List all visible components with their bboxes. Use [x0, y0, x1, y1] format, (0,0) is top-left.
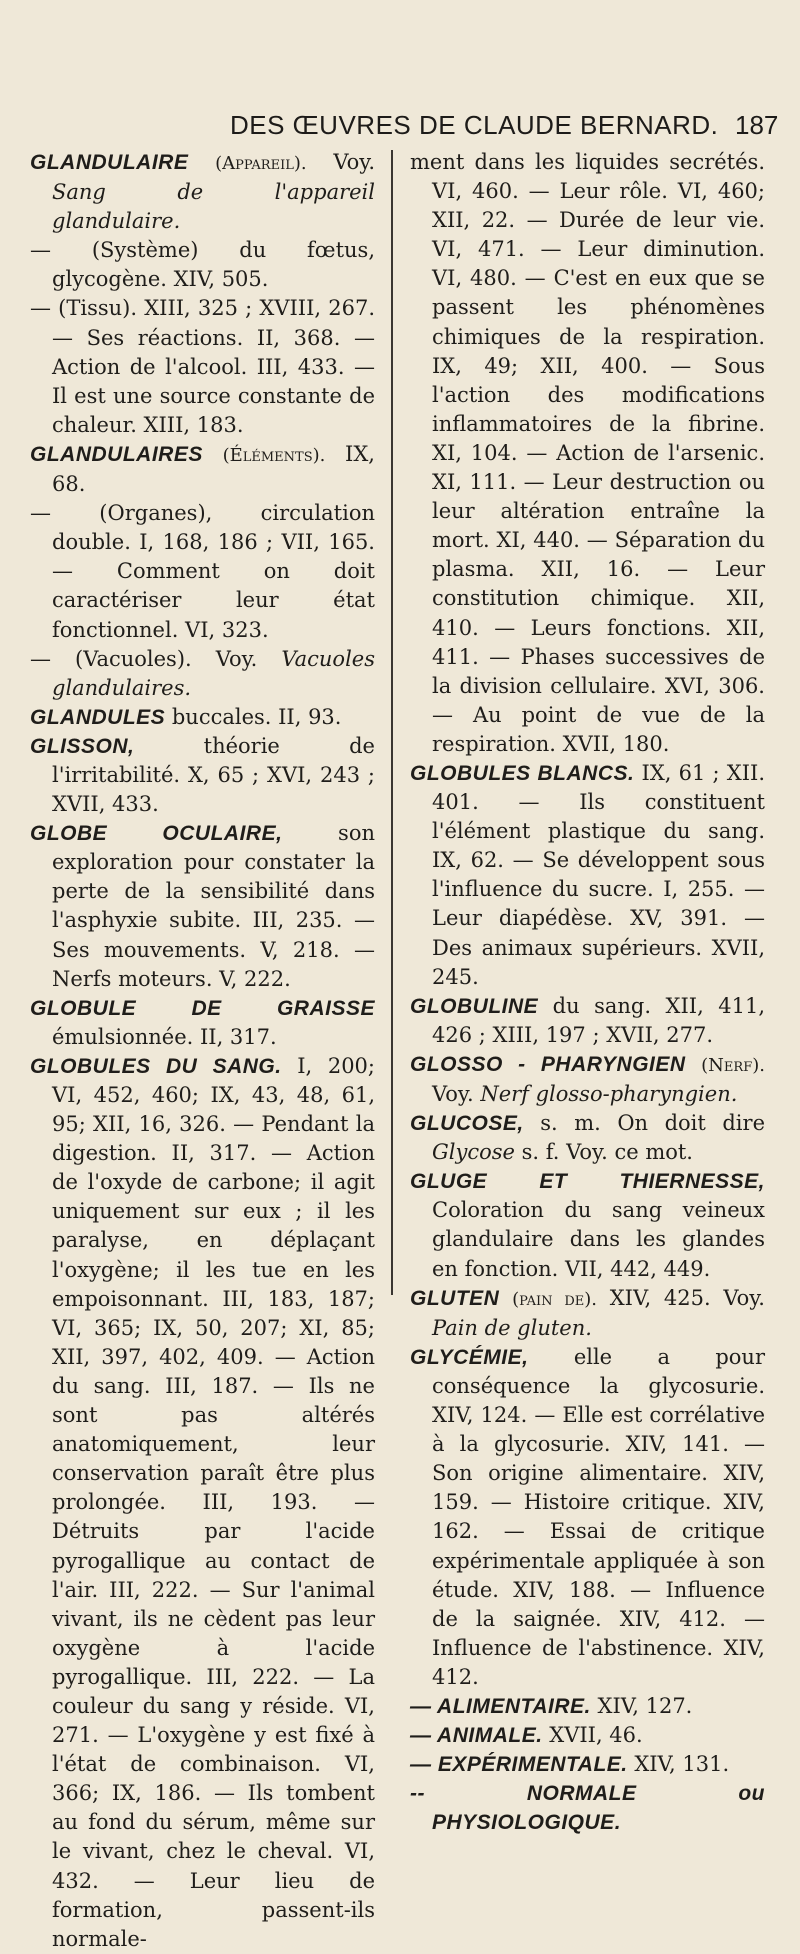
entry-text: son exploration pour constater la perte de la sensibilité dans l'asphyxie subite. III, 235. — Ses mouvements. V, 218. — Nerfs moteurs. V, 222. — [52, 821, 375, 991]
index-entry — [30, 1052, 375, 1954]
index-entry — [410, 148, 765, 759]
entry-text: s. m. On doit dire — [523, 1111, 765, 1136]
entry-keyword: GLOBULE DE GRAISSE — [30, 996, 375, 1020]
entry-text: — (Vacuoles). Voy. — [30, 646, 282, 671]
entry-keyword: GLUCOSE, — [410, 1112, 524, 1136]
entry-text: — (Tissu). XIII, 325 ; XVIII, 267. — Ses réactions. II, 368. — Action de l'alcool. III, 433. — Il est une source constante de chaleur. XIII, 183. — [30, 296, 375, 437]
entry-keyword: GLOBULINE — [410, 994, 539, 1018]
entry-keyword: — EXPÉRIMENTALE. — [410, 1753, 628, 1777]
index-entry — [30, 499, 375, 644]
entry-text: elle a pour conséquence la glycosurie. XIV, 124. — Elle est corrélative à la glycosurie. XIV, 141. — Son origine alimentaire. XIV, 159. — Histoire critique. XIV, 162. — Essai de critique expérimentale appliquée à son étude. XIV, 188. — Influence de la saignée. XIV, 412. — Influence de l'abstinence. XIV, 412. — [432, 1344, 765, 1689]
entry-text: buccales. II, 93. — [165, 704, 342, 729]
entry-text: émulsionnée. II, 317. — [52, 1024, 277, 1049]
index-entry — [30, 148, 375, 236]
entry-qualifier: (Nerf). — [701, 1054, 765, 1076]
entry-reference: Pain de gluten. — [432, 1315, 592, 1340]
column-divider — [391, 150, 393, 1295]
index-entry — [410, 1050, 765, 1109]
index-entry — [410, 1284, 765, 1343]
entry-qualifier: (Appareil). — [215, 153, 307, 174]
entry-reference: Sang de l'appareil glandulaire. — [52, 180, 375, 234]
index-entry — [410, 759, 765, 992]
index-entry — [30, 440, 375, 499]
index-entry — [410, 1750, 765, 1779]
entry-keyword: GLANDULAIRE — [30, 151, 189, 174]
entry-keyword: GLOBE OCULAIRE, — [30, 822, 283, 846]
entry-text: XIV, 131. — [627, 1752, 730, 1777]
entry-text: XIV, 127. — [590, 1693, 693, 1718]
page-title: DES ŒUVRES DE CLAUDE BERNARD. — [230, 110, 719, 140]
entry-tail: s. f. Voy. ce mot. — [514, 1140, 693, 1165]
running-header — [0, 110, 800, 140]
index-entry — [410, 1167, 765, 1283]
entry-reference: Glycose — [432, 1140, 515, 1165]
entry-text: ment dans les liquides secrétés. VI, 460. — Leur rôle. VI, 460; XII, 22. — Durée de leur vie. VI, 471. — Leur diminution. VI, 480. — C'est en eux que se passent les phénomènes chimiques de la respiration. IX, 49; XII, 400. — Sous l'action des modifications inflammatoires de la fibrine. XI, 104. — Action de l'arsenic. XI, 111. — Leur destruction ou leur altération entraîne la mort. XI, 440. — Séparation du plasma. XII, 16. — Leur constitution chimique. XII, 410. — Leurs fonctions. XII, 411. — Phases successives de la division cellulaire. XVI, 306. — Au point de vue de la respiration. XVII, 180. — [410, 150, 765, 756]
index-entry — [30, 645, 375, 703]
entry-text: — (Organes), circulation double. I, 168, 186 ; VII, 165. — Comment on doit caractériser leur état fonctionnel. VI, 323. — [30, 501, 375, 642]
entry-keyword: GLISSON, — [30, 734, 135, 758]
entry-keyword: GLOBULES DU SANG. — [30, 1054, 282, 1078]
entry-qualifier: (Éléments). — [222, 444, 326, 466]
entry-keyword: GLUGE ET THIERNESSE, — [410, 1170, 765, 1194]
right-column — [410, 148, 765, 1837]
entry-keyword: GLOBULES BLANCS. — [410, 761, 635, 785]
index-entry — [30, 703, 375, 732]
index-entry — [410, 1343, 765, 1692]
index-entry — [410, 992, 765, 1050]
entry-text: XIV, 425. Voy. — [596, 1285, 765, 1310]
entry-text: Voy. — [306, 150, 375, 174]
index-entry — [410, 1109, 765, 1167]
index-entry — [30, 819, 375, 994]
entry-keyword: GLYCÉMIE, — [410, 1345, 529, 1369]
index-entry — [410, 1779, 765, 1837]
entry-text: IX, 61 ; XII. 401. — Ils constituent l'élément plastique du sang. IX, 62. — Se développent sous l'influence du sucre. I, 255. — Leur diapédèse. XV, 391. — Des animaux supérieurs. XVII, 245. — [432, 760, 765, 989]
entry-reference: Vacuoles glandulaires. — [52, 646, 375, 700]
entry-text: — (Système) du fœtus, glycogène. XIV, 505. — [30, 238, 375, 292]
entry-reference: Nerf glosso-pharyngien. — [480, 1082, 738, 1106]
index-entry — [30, 732, 375, 819]
left-column — [30, 148, 375, 1954]
index-entry — [30, 294, 375, 439]
index-entry — [410, 1692, 765, 1721]
entry-keyword: GLANDULAIRES — [30, 442, 203, 466]
entry-text: IX, 68. — [52, 441, 375, 497]
entry-keyword: — ALIMENTAIRE. — [410, 1694, 591, 1718]
index-entry — [410, 1721, 765, 1750]
page-number: 187 — [735, 110, 779, 140]
entry-keyword: GLOSSO - PHARYNGIEN — [410, 1052, 686, 1076]
entry-text: XVII, 46. — [542, 1723, 643, 1748]
entry-text: Voy. — [432, 1082, 481, 1106]
entry-text: Coloration du sang veineux glandulaire dans les glandes en fonction. VII, 442, 449. — [432, 1198, 765, 1281]
entry-keyword: GLUTEN — [410, 1286, 500, 1310]
entry-keyword: — ANIMALE. — [410, 1724, 543, 1748]
entry-keyword: GLANDULES — [30, 705, 166, 729]
index-entry — [30, 236, 375, 294]
index-entry — [30, 994, 375, 1052]
entry-qualifier: (pain de). — [512, 1288, 597, 1310]
entry-text: du sang. XII, 411, 426 ; XIII, 197 ; XVII, 277. — [432, 993, 765, 1047]
entry-text: I, 200; VI, 452, 460; IX, 43, 48, 61, 95; XII, 16, 326. — Pendant la digestion. II, 317. — Action de l'oxyde de carbone; il agit uniquement sur eux ; il les paralyse, en déplaçant l'oxygène; il les tue en les empoisonnant. III, 183, 187; VI, 365; IX, 50, 207; XI, 85; XII, 397, 402, 409. — Action du sang. III, 187. — Ils ne sont pas altérés anatomiquement, leur conservation paraît être plus prolongée. III, 193. — Détruits par l'acide pyrogallique au contact de l'air. III, 222. — Sur l'animal vivant, ils ne cèdent pas leur oxygène à l'acide pyrogallique. III, 222. — La couleur du sang y réside. VI, 271. — L'oxygène y est fixé à l'état de combinaison. VI, 366; IX, 186. — Ils tombent au fond du sérum, même sur le vivant, chez le cheval. VI, 432. — Leur lieu de formation, passent-ils normale- — [52, 1053, 375, 1951]
entry-keyword: -- NORMALE ou PHYSIOLOGIQUE. — [410, 1782, 765, 1835]
entry-text: théorie de l'irritabilité. X, 65 ; XVI, 243 ; XVII, 433. — [52, 733, 375, 817]
